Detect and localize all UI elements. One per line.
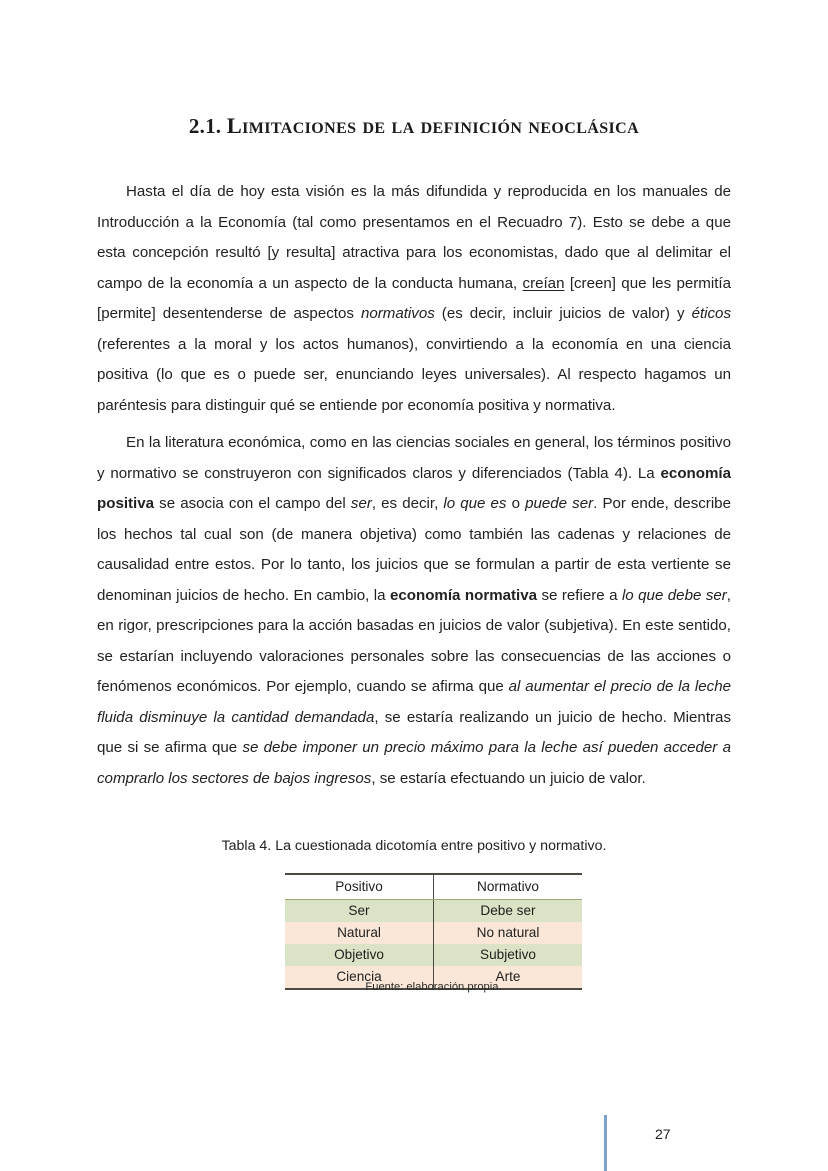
table-cell-positivo-2: Natural (285, 922, 434, 944)
p2-bold-economia-positiva: economía positiva (97, 464, 731, 512)
dicotomia-table (285, 873, 582, 990)
p1-seg1: Hasta el día de hoy esta visión es la más difundida y reproducida en los manuales de Introducción a la Economía (tal como presentamos en el Recuadro 7). Esto se debe a que esta concepción resultó [y resulta] atractiva para los economistas, dado que al delimitar el campo de la economía a un aspecto de la conducta humana, (97, 183, 731, 292)
p1-italic-normativos: normativos (360, 305, 435, 322)
p2-italic-lo-que-es: lo que es (443, 495, 507, 512)
footer-accent-rule (604, 1115, 607, 1171)
table-caption: Tabla 4. La cuestionada dicotomía entre positivo y normativo. (221, 838, 607, 854)
p2-seg1: En la literatura económica, como en las ciencias sociales en general, los términos positivo y normativo se construyeron con significados claros y diferenciados (Tabla 4). La (97, 434, 731, 482)
p1-seg3: (es decir, incluir juicios de valor) y (434, 305, 692, 322)
p2-italic-ejemplo-valor: se debe imponer un precio máximo para la leche así pueden acceder a comprarlo los sectores de bajos ingresos (97, 739, 731, 787)
p2-seg2: se asocia con el campo del (154, 495, 351, 512)
dicotomia-table-container (285, 873, 582, 990)
p1-seg2: [creen] que les permitía [permite] desentenderse de aspectos (97, 274, 731, 322)
p2-seg8: , se estaría realizando un juicio de hecho. Mientras que si se afirma que (97, 708, 731, 756)
p2-italic-ser: ser (350, 495, 372, 512)
p2-italic-ejemplo-hecho: al aumentar el precio de la leche fluida disminuye la cantidad demandada (97, 678, 731, 726)
section-title-text: Limitaciones de la definición neoclásica (226, 113, 640, 139)
table-row (285, 922, 582, 944)
table-header-row (285, 874, 582, 900)
p2-seg4: o (506, 495, 526, 512)
table-row (285, 900, 582, 923)
p2-seg7: , en rigor, prescripciones para la acción basadas en juicios de valor (subjetiva). En este sentido, se estarían incluyendo valoraciones personales sobre las consecuencias de las acciones o fenómenos económicos. Por ejemplo, cuando se afirma que (97, 586, 731, 695)
paragraph-2 (97, 428, 731, 794)
p1-underlined-crefan: creían (522, 274, 565, 292)
table-cell-positivo-4: Ciencia (285, 966, 434, 989)
p2-seg6: se refiere a (537, 586, 622, 604)
table-cell-normativo-3: Subjetivo (434, 944, 583, 966)
page-title (97, 113, 731, 139)
section-number: 2.1. (188, 114, 222, 139)
paragraph-1 (97, 177, 731, 421)
p2-italic-puede-ser: puede ser (525, 495, 594, 512)
table-cell-normativo-4: Arte (434, 966, 583, 989)
paragraph-2-text (97, 428, 731, 794)
paragraph-1-text (97, 177, 731, 421)
p2-seg3: , es decir, (371, 495, 444, 512)
p2-bold-economia-normativa: economía normativa (389, 586, 538, 604)
table-source-note: Fuente: elaboración propia. (365, 981, 502, 993)
table-cell-positivo-3: Objetivo (285, 944, 434, 966)
p1-italic-eticos: éticos (691, 305, 731, 322)
p2-seg5: . Por ende, describe los hechos tal cual son (de manera objetiva) como también las cadenas y relaciones de causalidad entre estos. Por lo tanto, los juicios que se formulan a partir de esta vertiente se denominan juicios de hecho. En cambio, la (97, 495, 731, 604)
table-header-positivo: Positivo (285, 874, 434, 900)
page-number: 27 (655, 1126, 671, 1142)
p1-seg4: (referentes a la moral y los actos humanos), convirtiendo a la economía en una ciencia positiva (lo que es o puede ser, enunciando leyes universales). Al respecto hagamos un paréntesis para distinguir qué se entiende por economía positiva y normativa. (97, 335, 731, 414)
table-cell-normativo-2: No natural (434, 922, 583, 944)
table-cell-normativo-1: Debe ser (434, 900, 583, 923)
p2-seg9: , se estaría efectuando un juicio de valor. (371, 769, 646, 787)
table-row (285, 944, 582, 966)
p2-italic-lo-que-debe-ser: lo que debe ser (621, 586, 727, 604)
table-cell-positivo-1: Ser (285, 900, 434, 923)
table-header-normativo: Normativo (434, 874, 583, 900)
